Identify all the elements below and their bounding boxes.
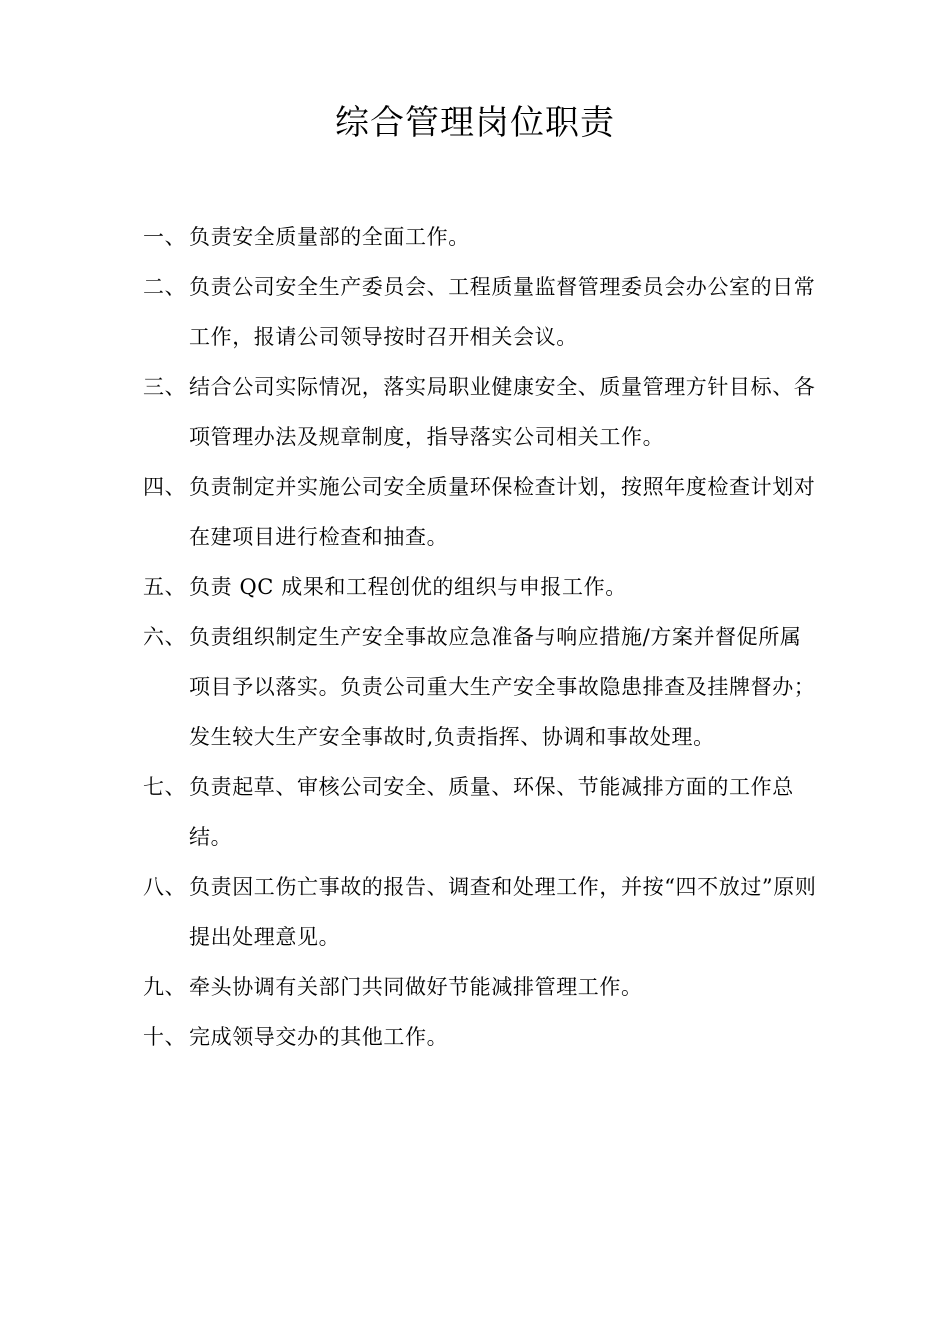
duty-item-1 — [143, 212, 823, 262]
duty-text: 负责公司安全生产委员会、工程质量监督管理委员会办公室的日常工作，报请公司领导按时召开相关会议。 — [189, 275, 816, 349]
duty-number: 四、 — [143, 475, 187, 499]
duty-text: 牵头协调有关部门共同做好节能减排管理工作。 — [189, 975, 643, 999]
duty-text: 负责组织制定生产安全事故应急准备与响应措施/方案并督促所属项目予以落实。负责公司重大生产安全事故隐患排查及挂牌督办；发生较大生产安全事故时,负责指挥、协调和事故处理。 — [189, 625, 816, 749]
duty-list — [143, 212, 823, 1062]
duty-text: 结合公司实际情况，落实局职业健康安全、质量管理方针目标、各项管理办法及规章制度，指导落实公司相关工作。 — [189, 375, 816, 449]
duty-number: 八、 — [143, 875, 187, 899]
duty-item-3 — [143, 362, 823, 462]
duty-number: 九、 — [143, 975, 187, 999]
duty-item-5 — [143, 562, 823, 612]
duty-item-2 — [143, 262, 823, 362]
duty-text: 完成领导交办的其他工作。 — [189, 1025, 449, 1049]
duty-number: 六、 — [143, 625, 187, 649]
duty-text: 负责因工伤亡事故的报告、调查和处理工作，并按“四不放过”原则提出处理意见。 — [189, 875, 817, 949]
duty-item-8 — [143, 862, 823, 962]
duty-text: 负责制定并实施公司安全质量环保检查计划，按照年度检查计划对在建项目进行检查和抽查。 — [189, 475, 816, 549]
duty-text: 负责 QC 成果和工程创优的组织与申报工作。 — [189, 575, 627, 599]
duty-number: 二、 — [143, 275, 187, 299]
duty-item-10 — [143, 1012, 823, 1062]
duty-number: 十、 — [143, 1025, 187, 1049]
duty-number: 三、 — [143, 375, 187, 399]
duty-number: 五、 — [143, 575, 187, 599]
duty-text: 负责安全质量部的全面工作。 — [189, 225, 470, 249]
document-title: 综合管理岗位职责 — [335, 103, 615, 143]
duty-item-6 — [143, 612, 823, 762]
duty-item-4 — [143, 462, 823, 562]
duty-text: 负责起草、审核公司安全、质量、环保、节能减排方面的工作总结。 — [189, 775, 794, 849]
duty-item-9 — [143, 962, 823, 1012]
duty-number: 一、 — [143, 225, 187, 249]
duty-item-7 — [143, 762, 823, 862]
duty-number: 七、 — [143, 775, 187, 799]
